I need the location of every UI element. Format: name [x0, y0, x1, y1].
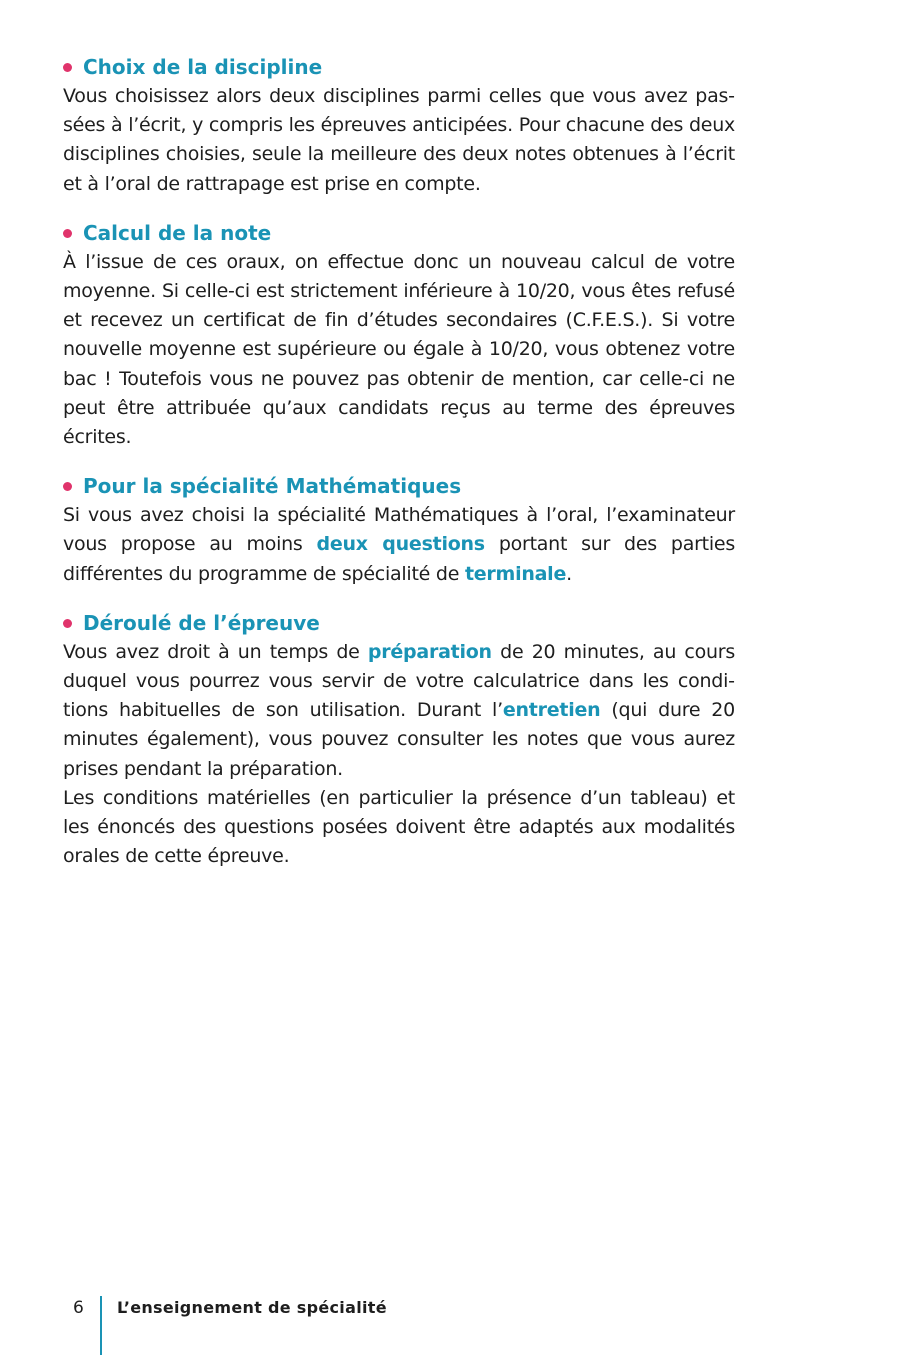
- paragraph-text: .: [566, 562, 572, 585]
- section-heading-text: Déroulé de l’épreuve: [83, 610, 320, 635]
- bullet-icon: [63, 482, 72, 491]
- section-paragraph: [63, 82, 735, 199]
- section: [63, 472, 735, 589]
- highlighted-term: deux questions: [316, 533, 485, 556]
- section-heading-text: Pour la spécialité Mathématiques: [83, 474, 462, 499]
- section-heading: [63, 472, 735, 501]
- bullet-icon: [63, 63, 72, 72]
- section: [63, 219, 735, 452]
- highlighted-term: terminale: [464, 562, 567, 585]
- section-paragraph: [63, 501, 735, 589]
- paragraph-text: (qui dure 20 minutes également), vous pouvez consulter les notes que vous aurez prises pendant la préparation.: [63, 699, 735, 780]
- section: [63, 609, 735, 872]
- section-heading: [63, 609, 735, 638]
- highlighted-term: préparation: [367, 640, 492, 663]
- bullet-icon: [63, 619, 72, 628]
- page-number: 6: [73, 1298, 84, 1318]
- paragraph-text: portant sur des parties différentes du programme de spécialité de: [63, 533, 735, 585]
- bullet-icon: [63, 229, 72, 238]
- section-heading: [63, 219, 735, 248]
- paragraph-text: Les conditions matérielles (en particulier la présence d’un tableau) et les énoncés des questions posées doivent être adaptés aux modalités orales de cette épreuve.: [63, 786, 735, 868]
- paragraph-text: À l’issue de ces oraux, on effectue donc un nouveau calcul de votre moyenne. Si celle-ci est strictement inférieure à 10/20, vous êtes refusé et recevez un certificat de fin d’études secondaires (C.F.E.S.). Si votre nouvelle moyenne est supérieure ou égale à 10/20, vous obtenez votre bac ! Toutefois vous ne pouvez pas obtenir de mention, car celle-ci ne peut être attribuée qu’aux candidats reçus au terme des épreuves écrites.: [63, 250, 735, 449]
- section-heading: [63, 53, 735, 82]
- paragraph-text: Si vous avez choisi la spécialité Mathématiques à l’oral, l’examinateur vous propose au moins: [63, 504, 735, 556]
- section-paragraph: [63, 638, 735, 784]
- section-paragraph: [63, 248, 735, 452]
- section-heading-text: Choix de la discipline: [83, 55, 323, 79]
- paragraph-text: Vous avez droit à un temps de: [63, 640, 368, 663]
- page-content: [63, 53, 735, 891]
- section: [63, 53, 735, 199]
- section-heading-text: Calcul de la note: [83, 220, 272, 245]
- paragraph-text: Vous choisissez alors deux disciplines parmi celles que vous avez passées à l’écrit, y compris les épreuves anticipées. Pour chacune des deux disciplines choisies, seule la meilleure des deux notes obtenues à l’écrit et à l’oral de rattrapage est prise en compte.: [63, 85, 735, 195]
- section-paragraph: [63, 784, 735, 872]
- paragraph-text: de 20 minutes, au cours duquel vous pourrez vous servir de votre calculatrice dans les conditions habituelles de son utilisation. Durant l’: [63, 640, 735, 722]
- page-footer: [0, 1290, 906, 1355]
- footer-divider: [100, 1296, 102, 1355]
- chapter-title: L’enseignement de spécialité: [117, 1298, 387, 1317]
- highlighted-term: entretien: [502, 699, 601, 722]
